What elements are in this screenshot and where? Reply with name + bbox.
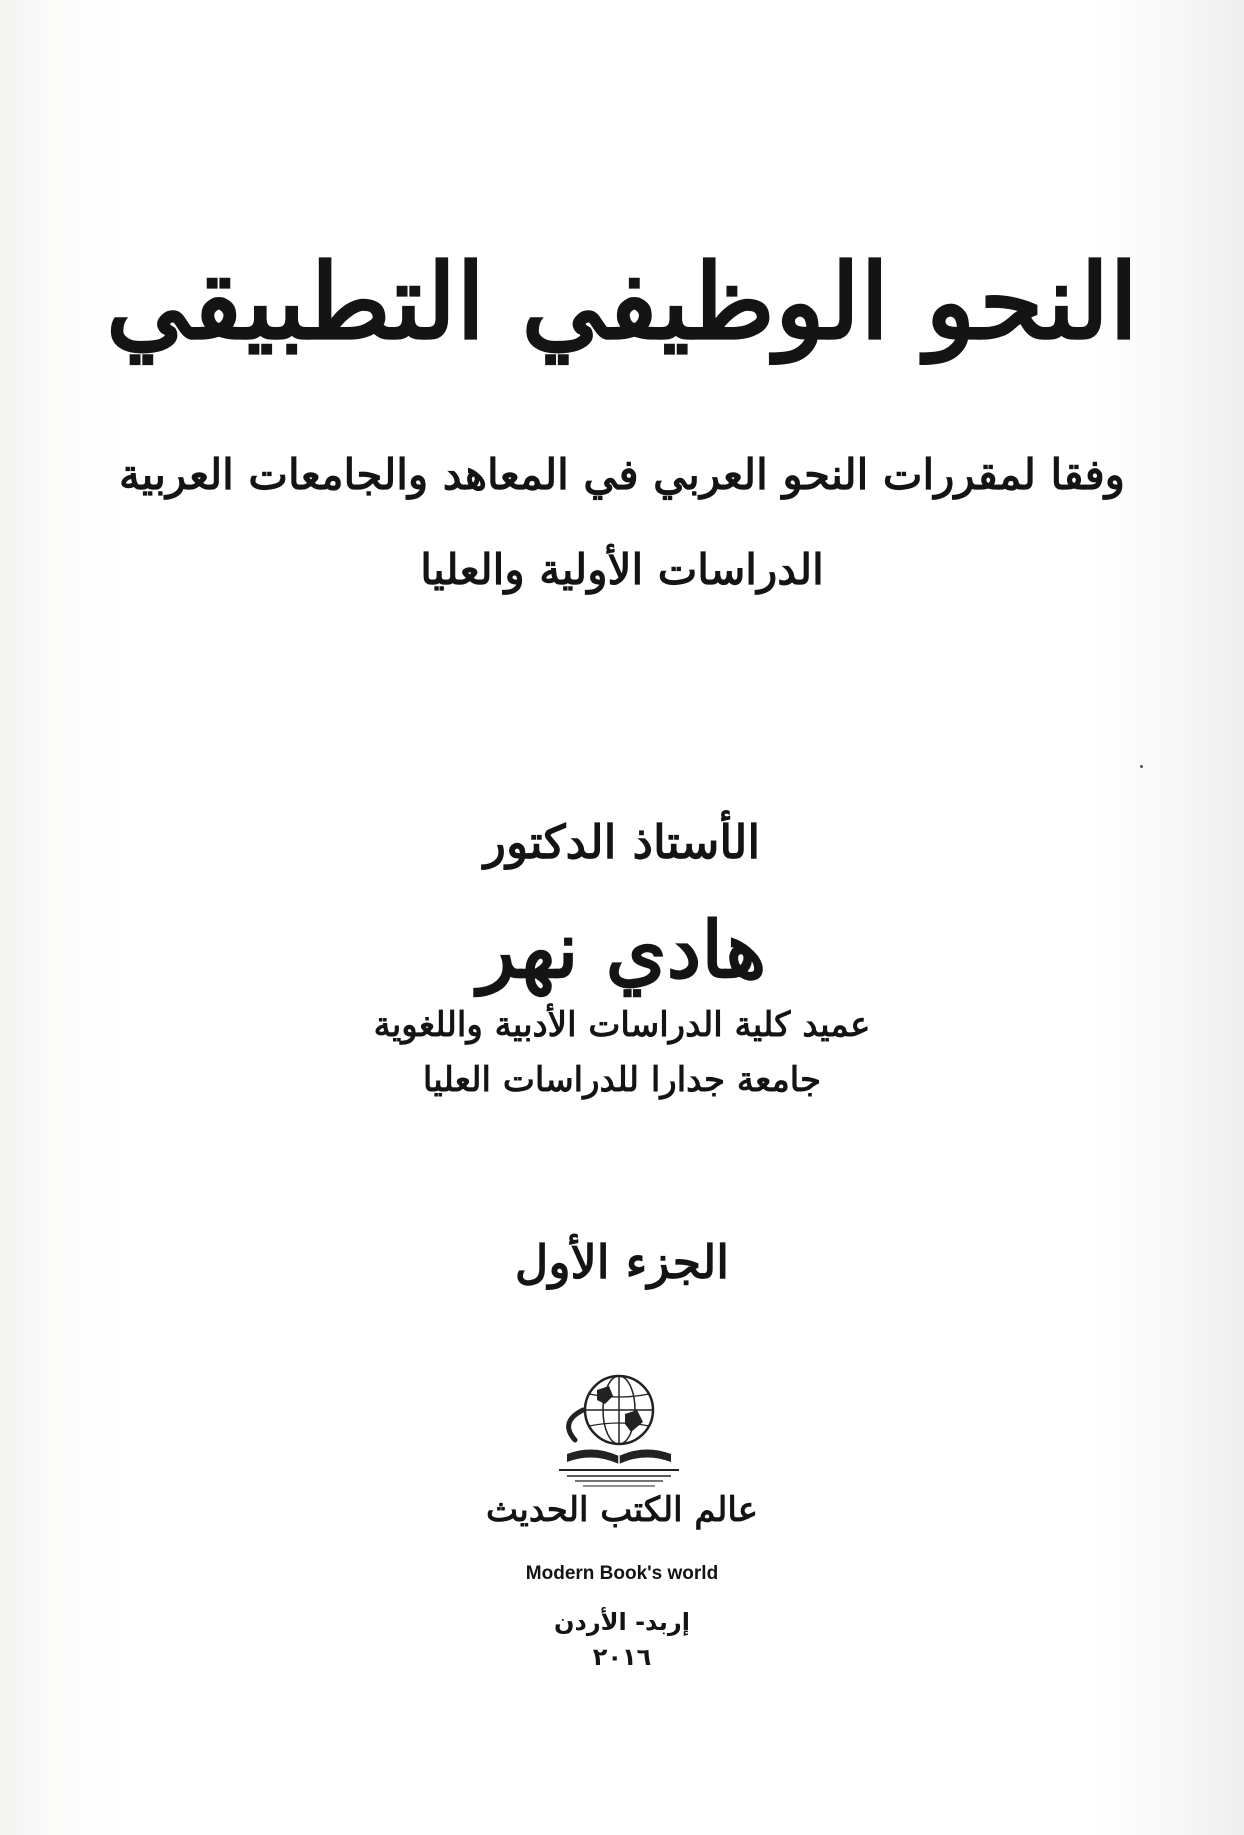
paper-speck — [1140, 765, 1143, 768]
author-academic-title: الأستاذ الدكتور — [483, 815, 761, 869]
subtitle-line-2: الدراسات الأولية والعليا — [420, 545, 824, 594]
globe-open-book-icon — [539, 1370, 699, 1500]
publisher-name-arabic: عالم الكتب الحديث — [486, 1490, 758, 1530]
publisher-name-english: Modern Book's world — [525, 1563, 719, 1584]
author-name: هادي نهر — [477, 905, 767, 996]
publication-place: إربد- الأردن — [554, 1608, 690, 1636]
author-affiliation-line-2: جامعة جدارا للدراسات العليا — [422, 1060, 822, 1100]
volume-label: الجزء الأول — [514, 1235, 730, 1289]
author-affiliation-line-1: عميد كلية الدراسات الأدبية واللغوية — [373, 1005, 871, 1045]
subtitle-line-1: وفقا لمقررات النحو العربي في المعاهد والجامعات العربية — [119, 450, 1125, 499]
publication-year: ٢٠١٦ — [592, 1643, 652, 1671]
book-title: النحو الوظيفي التطبيقي — [105, 240, 1139, 363]
